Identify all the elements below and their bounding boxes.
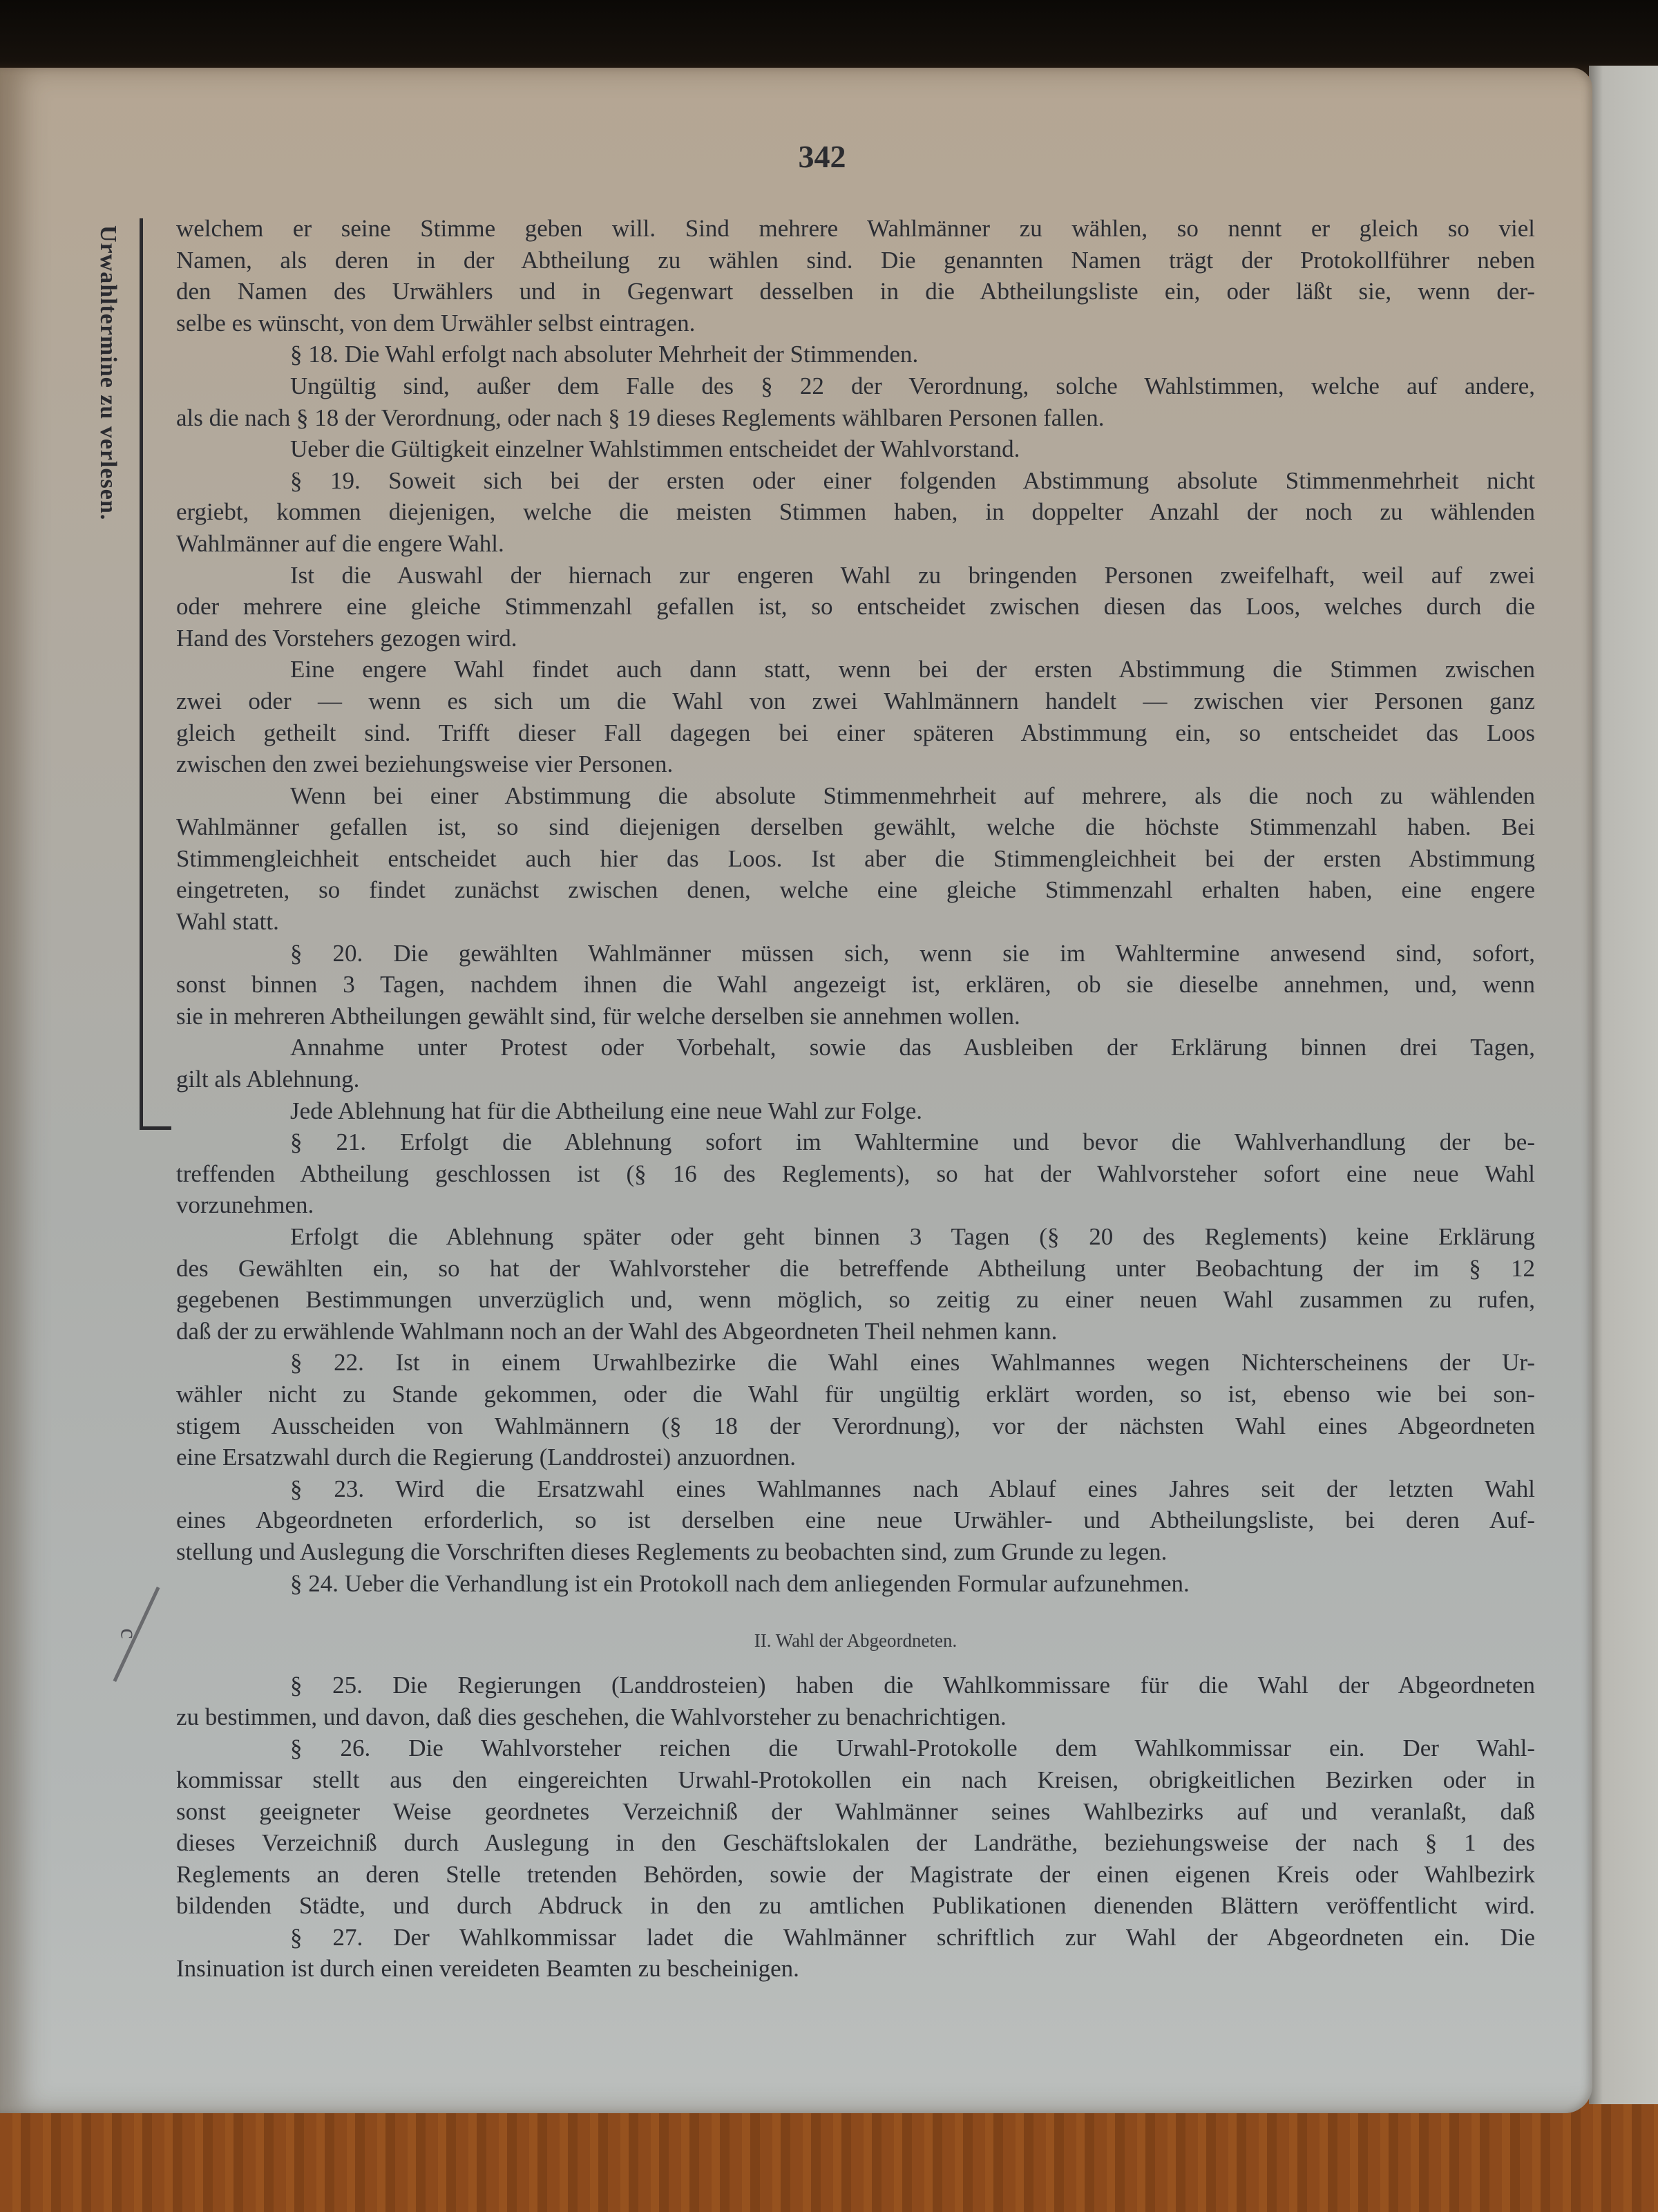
text-line: Hand des Vorstehers gezogen wird. bbox=[176, 624, 517, 652]
text-line: sie in mehreren Abtheilungen gewählt sind, für welche derselben sie annehmen wollen. bbox=[176, 1002, 1020, 1030]
text-line: Jede Ablehnung hat für die Abtheilung eine neue Wahl zur Folge. bbox=[290, 1097, 923, 1124]
text-line: § 22. Ist in einem Urwahlbezirke die Wahl eines Wahlmannes wegen Nichterscheinens der Ur- bbox=[290, 1349, 1535, 1377]
text-line: den Namen des Urwählers und in Gegenwart desselben in die Abtheilungsliste ein, oder läßt sie, wenn der- bbox=[176, 278, 1535, 305]
text-line: § 26. Die Wahlvorsteher reichen die Urwahl-Protokolle dem Wahlkommissar ein. Der Wahl- bbox=[290, 1734, 1535, 1762]
text-line: sonst geeigneter Weise geordnetes Verzeichniß der Wahlmänner seines Wahlbezirks auf und veranlaßt, daß bbox=[176, 1797, 1535, 1825]
text-line: Wahl statt. bbox=[176, 908, 279, 936]
page-number: 342 bbox=[798, 139, 846, 174]
text-line: § 21. Erfolgt die Ablehnung sofort im Wahltermine und bevor die Wahlverhandlung der be- bbox=[290, 1128, 1535, 1156]
text-line: § 20. Die gewählten Wahlmänner müssen sich, wenn sie im Wahltermine anwesend sind, sofort, bbox=[290, 939, 1535, 967]
text-line: ergiebt, kommen diejenigen, welche die meisten Stimmen haben, in doppelter Anzahl der noch zu wählenden bbox=[176, 498, 1535, 526]
text-line: Reglements an deren Stelle tretenden Behörden, sowie der Magistrate der einen eigenen Kreis oder Wahlbezirk bbox=[176, 1860, 1535, 1888]
text-line: Insinuation ist durch einen vereideten Beamten zu bescheinigen. bbox=[176, 1955, 799, 1983]
text-line: eines Abgeordneten erforderlich, so ist derselben eine neue Urwähler- und Abtheilungsliste, bei deren Auf- bbox=[176, 1506, 1535, 1534]
text-section-1 bbox=[176, 213, 1535, 1599]
text-line: Erfolgt die Ablehnung später oder geht binnen 3 Tagen (§ 20 des Reglements) keine Erklärung bbox=[290, 1223, 1535, 1250]
text-line: Namen, als deren in der Abtheilung zu wählen sind. Die genannten Namen trägt der Protokollführer neben bbox=[176, 246, 1535, 274]
margin-bracket-tick bbox=[140, 1126, 171, 1130]
dark-background-top bbox=[0, 0, 1658, 76]
text-line: Annahme unter Protest oder Vorbehalt, sowie das Ausbleiben der Erklärung binnen drei Tagen, bbox=[290, 1034, 1535, 1061]
text-line: § 19. Soweit sich bei der ersten oder einer folgenden Abstimmung absolute Stimmenmehrheit nicht bbox=[290, 466, 1535, 494]
text-line: § 24. Ueber die Verhandlung ist ein Protokoll nach dem anliegenden Formular aufzunehmen. bbox=[290, 1569, 1190, 1597]
text-line: Ungültig sind, außer dem Falle des § 22 der Verordnung, solche Wahlstimmen, welche auf andere, bbox=[290, 372, 1535, 399]
text-line: zwischen den zwei beziehungsweise vier Personen. bbox=[176, 750, 674, 778]
text-line: bildenden Städte, und durch Abdruck in den zu amtlichen Publikationen dienenden Blättern veröffentlicht wird. bbox=[176, 1892, 1535, 1920]
text-line: gleich getheilt sind. Trifft dieser Fall dagegen bei einer späteren Abstimmung ein, so entscheidet das Loos bbox=[176, 719, 1535, 746]
text-line: des Gewählten ein, so hat der Wahlvorsteher die betreffende Abtheilung unter Beobachtung der im § 12 bbox=[176, 1254, 1535, 1282]
adjacent-page-edge bbox=[1589, 66, 1658, 2104]
text-line: kommissar stellt aus den eingereichten Urwahl-Protokollen ein nach Kreisen, obrigkeitlichen Bezirken oder in bbox=[176, 1766, 1535, 1793]
text-line: stigem Ausscheiden von Wahlmännern (§ 18 der Verordnung), vor der nächsten Wahl eines Abgeordneten bbox=[176, 1412, 1535, 1439]
text-line: als die nach § 18 der Verordnung, oder nach § 19 dieses Reglements wählbaren Personen fallen. bbox=[176, 404, 1105, 431]
text-line: eingetreten, so findet zunächst zwischen denen, welche eine gleiche Stimmenzahl erhalten haben, eine engere bbox=[176, 876, 1535, 904]
text-line: § 25. Die Regierungen (Landdrosteien) haben die Wahlkommissare für die Wahl der Abgeordneten bbox=[290, 1672, 1535, 1699]
text-section-2 bbox=[176, 1670, 1535, 1985]
text-line: § 27. Der Wahlkommissar ladet die Wahlmänner schriftlich zur Wahl der Abgeordneten ein. Die bbox=[290, 1923, 1535, 1951]
text-line: Eine engere Wahl findet auch dann statt, wenn bei der ersten Abstimmung die Stimmen zwischen bbox=[290, 656, 1535, 683]
margin-bracket-line bbox=[140, 218, 143, 1129]
text-line: oder mehrere eine gleiche Stimmenzahl gefallen ist, so entscheidet zwischen diesen das Loos, welches durch die bbox=[176, 593, 1535, 621]
text-line: Ueber die Gültigkeit einzelner Wahlstimmen entscheidet der Wahlvorstand. bbox=[290, 435, 1020, 463]
margin-note: Urwahltermine zu verlesen. bbox=[95, 225, 121, 521]
text-line: dieses Verzeichniß durch Auslegung in den Geschäftslokalen der Landräthe, beziehungsweise der nach § 1 des bbox=[176, 1829, 1535, 1857]
text-line: Ist die Auswahl der hiernach zur engeren Wahl zu bringenden Personen zweifelhaft, weil auf zwei bbox=[290, 561, 1535, 589]
text-line: Wahlmänner auf die engere Wahl. bbox=[176, 529, 504, 557]
text-line: treffenden Abtheilung geschlossen ist (§ 16 des Reglements), so hat der Wahlvorsteher sofort eine neue Wahl bbox=[176, 1160, 1535, 1187]
text-line: vorzunehmen. bbox=[176, 1191, 314, 1219]
text-line: wähler nicht zu Stande gekommen, oder die Wahl für ungültig erklärt worden, so ist, ebenso wie bei son- bbox=[176, 1380, 1535, 1408]
text-line: Stimmengleichheit entscheidet auch hier das Loos. Ist aber die Stimmengleichheit bei der ersten Abstimmung bbox=[176, 844, 1535, 872]
text-line: Wenn bei einer Abstimmung die absolute Stimmenmehrheit auf mehrere, als die noch zu wählenden bbox=[290, 782, 1535, 809]
body-text bbox=[176, 213, 1535, 1985]
text-line: daß der zu erwählende Wahlmann noch an der Wahl des Abgeordneten Theil nehmen kann. bbox=[176, 1317, 1058, 1345]
pencil-annotation: c bbox=[115, 1628, 142, 1639]
text-line: sonst binnen 3 Tagen, nachdem ihnen die Wahl angezeigt ist, erklären, ob sie dieselbe annehmen, und, wenn bbox=[176, 971, 1535, 999]
text-line: zwei oder — wenn es sich um die Wahl von zwei Wahlmännern handelt — zwischen vier Personen ganz bbox=[176, 687, 1535, 715]
text-line: Wahlmänner gefallen ist, so sind diejenigen derselben gewählt, welche die höchste Stimmenzahl haben. Bei bbox=[176, 813, 1535, 841]
section-heading: II. Wahl der Abgeordneten. bbox=[754, 1630, 957, 1652]
text-line: § 23. Wird die Ersatzwahl eines Wahlmannes nach Ablauf eines Jahres seit der letzten Wahl bbox=[290, 1475, 1535, 1502]
text-line: gegebenen Bestimmungen unverzüglich und, wenn möglich, so zeitig zu einer neuen Wahl zusammen zu rufen, bbox=[176, 1286, 1535, 1314]
text-line: stellung und Auslegung die Vorschriften dieses Reglements zu beobachten sind, zum Grunde zu legen. bbox=[176, 1538, 1168, 1565]
text-line: eine Ersatzwahl durch die Regierung (Landdrostei) anzuordnen. bbox=[176, 1444, 797, 1471]
text-line: gilt als Ablehnung. bbox=[176, 1066, 360, 1093]
text-line: § 18. Die Wahl erfolgt nach absoluter Mehrheit der Stimmenden. bbox=[290, 341, 919, 368]
text-line: selbe es wünscht, von dem Urwähler selbst eintragen. bbox=[176, 309, 696, 337]
text-line: welchem er seine Stimme geben will. Sind mehrere Wahlmänner zu wählen, so nennt er gleich so viel bbox=[176, 215, 1535, 242]
text-line: zu bestimmen, und davon, daß dies geschehen, die Wahlvorsteher zu benachrichtigen. bbox=[176, 1703, 1007, 1730]
